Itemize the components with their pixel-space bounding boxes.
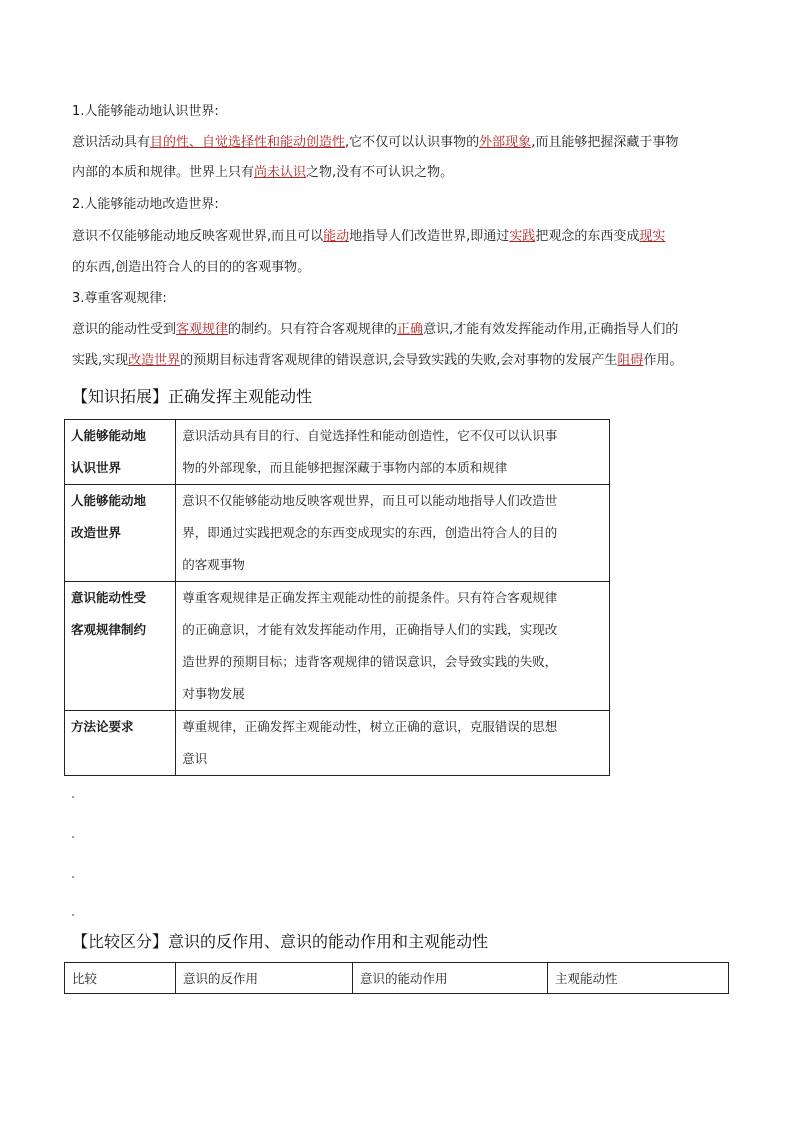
knowledge-table [64,419,610,776]
content-line: 造世界的预期目标；违背客观规律的错误意识，会导致实践的失败， [182,654,558,669]
content-line: 意识 [182,751,208,766]
highlight-practice: 实践 [509,229,536,244]
text-run: 实践,实现 [72,353,129,368]
text-run: 意识的能动性受到 [72,322,177,337]
text-run: 地指导人们改造世界,即通过 [349,229,510,244]
highlight-hinder: 阻碍 [617,353,644,368]
heading-line: 客观规律制约 [71,622,147,637]
content-line: 对事物发展 [182,686,245,701]
text-run: 作用。 [643,353,683,368]
knowledge-row-heading [65,485,176,582]
knowledge-row [65,711,610,776]
highlight-correct: 正确 [397,322,424,337]
content-line: 意识活动具有目的行、自觉选择性和能动创造性，它不仅可以认识事 [182,428,558,443]
content-line: 意识不仅能够能动地反映客观世界，而且可以能动地指导人们改造世 [182,493,558,508]
text-run: 内部的本质和规律。世界上只有 [72,165,255,180]
section2-line1 [72,228,665,246]
section3-line2 [72,352,682,370]
section3-line1 [72,321,678,339]
text-run: 意识,才能有效发挥能动作用,正确指导人们的 [423,322,679,337]
text-run: 之物,没有不可认识之物。 [306,165,454,180]
highlight-purposeful: 目的性、自觉选择性和能动创造性 [150,135,346,150]
knowledge-row-heading [65,420,176,485]
section2-title: 2.人能够能动地改造世界: [72,197,219,212]
content-line: 物的外部现象，而且能够把握深藏于事物内部的本质和规律 [182,460,508,475]
heading-line: 改造世界 [71,525,122,540]
knowledge-row-content [176,485,610,582]
highlight-external-phenomena: 外部现象 [479,135,532,150]
text-run: 的预期目标违背客观规律的错误意识,会导致实践的失败,会对事物的发展产生 [180,353,618,368]
compare-header-cell: 主观能动性 [548,963,729,994]
knowledge-row [65,420,610,485]
heading-line: 人能够能动地 [71,428,147,443]
page-dot [72,836,74,838]
knowledge-row-heading [65,582,176,711]
section1-line2 [72,164,453,182]
highlight-objective-laws: 客观规律 [176,322,229,337]
page-dot [72,796,74,798]
compare-header-cell: 意识的反作用 [176,963,353,994]
knowledge-row-content [176,420,610,485]
heading-line: 方法论要求 [71,719,134,734]
text-run: 意识活动具有 [72,135,151,150]
text-run: 意识不仅能够能动地反映客观世界,而且可以 [72,229,324,244]
compare-table [64,962,729,994]
page-dot [72,876,74,878]
compare-header-row [65,963,729,994]
page-dot [72,914,74,916]
compare-header-cell: 意识的能动作用 [353,963,548,994]
text-run: ,而且能够把握深藏于事物 [531,135,679,150]
knowledge-row-content [176,711,610,776]
section2-line2: 的东西,创造出符合人的目的的客观事物。 [72,260,311,275]
highlight-not-yet-known: 尚未认识 [254,165,307,180]
knowledge-row [65,485,610,582]
content-line: 尊重规律，正确发挥主观能动性，树立正确的意识，克服错误的思想 [182,719,558,734]
knowledge-row [65,582,610,711]
text-run: ,它不仅可以认识事物的 [345,135,480,150]
heading-line: 人能够能动地 [71,493,147,508]
knowledge-row-heading [65,711,176,776]
highlight-transform-world: 改造世界 [128,353,181,368]
section3-title: 3.尊重客观规律: [72,291,167,306]
compare-heading: 【比较区分】意识的反作用、意识的能动作用和主观能动性 [72,932,489,951]
section1-line1 [72,134,678,152]
heading-line: 认识世界 [71,460,122,475]
knowledge-row-content [176,582,610,711]
content-line: 尊重客观规律是正确发挥主观能动性的前提条件。只有符合客观规律 [182,590,558,605]
highlight-reality: 现实 [639,229,666,244]
knowledge-heading: 【知识拓展】正确发挥主观能动性 [72,387,313,406]
text-run: 把观念的东西变成 [535,229,640,244]
section1-title: 1.人能够能动地认识世界: [72,104,219,119]
text-run: 的制约。只有符合客观规律的 [228,322,398,337]
heading-line: 意识能动性受 [71,590,147,605]
content-line: 的正确意识，才能有效发挥能动作用，正确指导人们的实践，实现改 [182,622,558,637]
content-line: 界，即通过实践把观念的东西变成现实的东西，创造出符合人的目的 [182,525,558,540]
compare-header-cell: 比较 [65,963,176,994]
content-line: 的客观事物 [182,557,245,572]
highlight-active: 能动 [323,229,350,244]
